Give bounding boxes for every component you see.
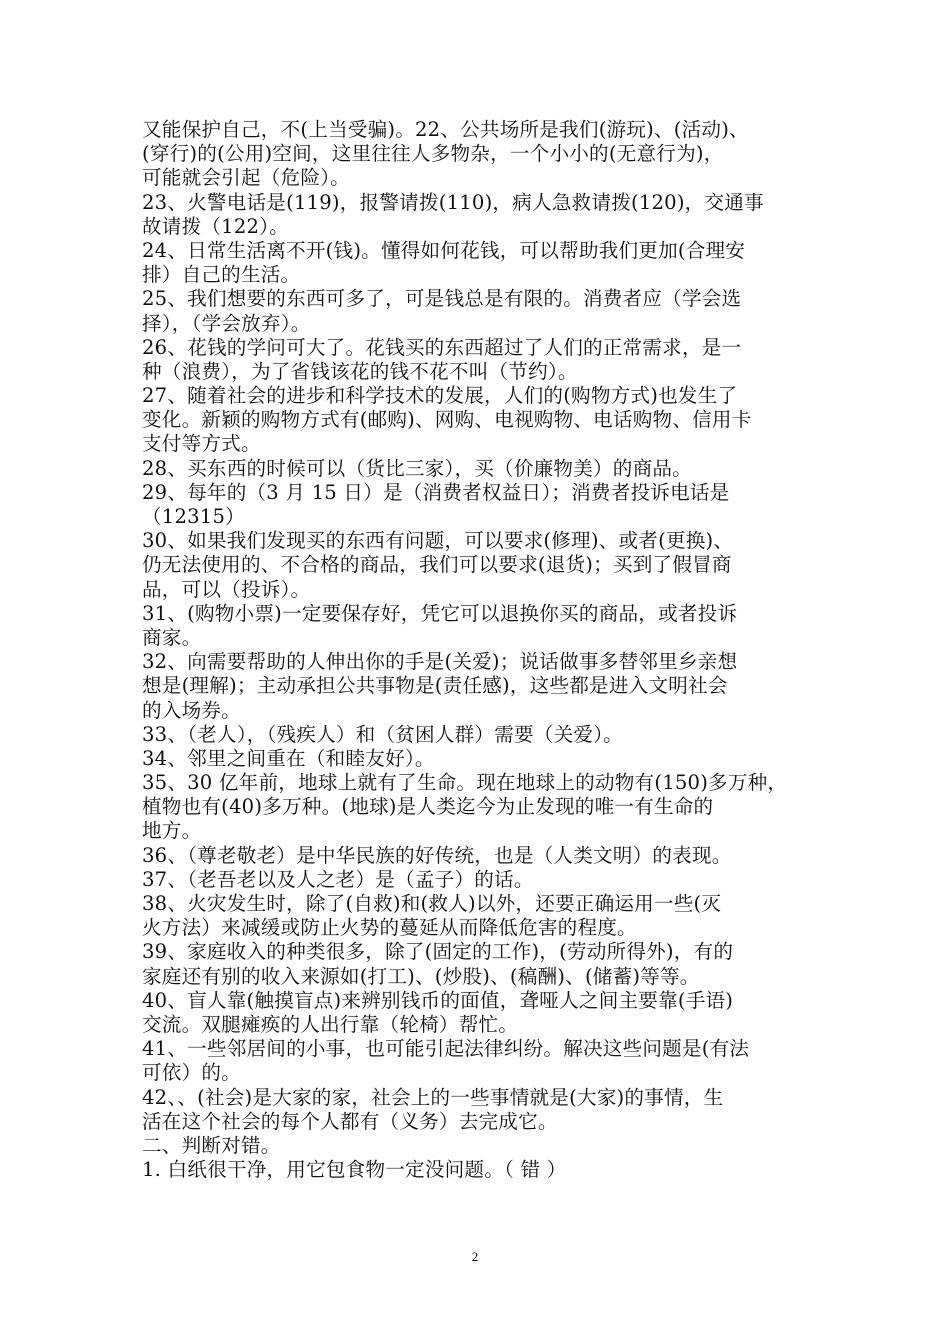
text-line: 35、30 亿年前，地球上就有了生命。现在地球上的动物有(150)多万种， [142, 771, 788, 795]
text-line: 31、(购物小票)一定要保存好，凭它可以退换你买的商品，或者投诉 [142, 601, 738, 625]
text-line: 又能保护自己，不(上当受骗)。22、公共场所是我们(游玩)、(活动)、 [142, 118, 749, 141]
text-line: 家庭还有别的收入来源如(打工)、(炒股)、(稿酬)、(储蓄)等等。 [142, 964, 700, 988]
text-line: 商家。 [142, 625, 202, 649]
text-line: 37、（老吾老以及人之老）是（孟子）的话。 [142, 867, 534, 891]
text-line: 39、家庭收入的种类很多，除了(固定的工作)，(劳动所得外)，有的 [142, 940, 734, 964]
text-line: 33、（老人），（残疾人）和（贫困人群）需要（关爱）。 [142, 722, 623, 746]
text-line: 的入场券。 [142, 698, 241, 722]
text-line: 活在这个社会的每个人都有（义务）去完成它。 [142, 1109, 558, 1133]
text-line: 34、邻里之间重在（和睦友好）。 [142, 746, 435, 770]
text-line: 23、火警电话是(119)，报警请拨(110)，病人急救请拨(120)，交通事 [142, 190, 764, 214]
page-number: 2 [471, 1249, 479, 1264]
text-line: 24、日常生活离不开(钱)。懂得如何花钱，可以帮助我们更加(合理安 [142, 238, 746, 262]
text-line: 28、买东西的时候可以（货比三家），买（价廉物美）的商品。 [142, 456, 692, 480]
text-line: 想是(理解)；主动承担公共事物是(责任感)，这些都是进入文明社会 [142, 674, 728, 698]
text-line: 1. 白纸很干净，用它包食物一定没问题。（ 错 ） [142, 1158, 567, 1182]
text-line: (穿行)的(公用)空间，这里往往人多物杂，一个小小的(无意行为)， [142, 142, 724, 166]
text-line: 品，可以（投诉）。 [142, 577, 311, 601]
text-line: 41、一些邻居间的小事，也可能引起法律纠纷。解决这些问题是(有法 [142, 1037, 750, 1061]
text-line: 38、火灾发生时，除了(自救)和(救人)以外，还要正确运用一些(灭 [142, 892, 722, 915]
text-line: 可依）的。 [142, 1061, 241, 1085]
text-line: 种（浪费），为了省钱该花的钱不花不叫（节约）。 [142, 359, 578, 383]
text-line: 排）自己的生活。 [142, 263, 301, 287]
text-line: 26、花钱的学问可大了。花钱买的东西超过了人们的正常需求，是一 [142, 335, 742, 359]
text-line: 29、每年的（3 月 15 日）是（消费者权益日）；消费者投诉电话是 [142, 480, 730, 504]
document-body [142, 118, 814, 1182]
text-line: 可能就会引起（危险）。 [142, 166, 350, 190]
text-line: 火方法）来减缓或防止火势的蔓延从而降低危害的程度。 [142, 916, 637, 940]
text-line: 27、随着社会的进步和科学技术的发展，人们的(购物方式)也发生了 [142, 384, 738, 408]
text-line: 36、（尊老敬老）是中华民族的好传统，也是（人类文明）的表现。 [142, 843, 732, 867]
text-line: 交流。双腿瘫痪的人出行靠（轮椅）帮忙。 [142, 1012, 519, 1036]
text-line: 25、我们想要的东西可多了，可是钱总是有限的。消费者应（学会选 [142, 287, 742, 311]
text-line: 支付等方式。 [142, 432, 261, 456]
text-line: 32、向需要帮助的人伸出你的手是(关爱)；说话做事多替邻里乡亲想 [142, 650, 738, 674]
text-line: 故请拨（122）。 [142, 214, 289, 238]
text-line: 择），（学会放弃）。 [142, 311, 311, 335]
text-line: 40、盲人靠(触摸盲点)来辨别钱币的面值，聋哑人之间主要靠(手语) [142, 988, 734, 1012]
text-line: 植物也有(40)多万种。(地球)是人类迄今为止发现的唯一有生命的 [142, 795, 714, 819]
text-line: 地方。 [142, 819, 202, 843]
text-line: 变化。新颖的购物方式有(邮购)、网购、电视购物、电话购物、信用卡 [142, 408, 752, 432]
text-line: 30、如果我们发现买的东西有问题，可以要求(修理)、或者(更换)、 [142, 529, 734, 553]
text-line: （12315） [142, 505, 245, 528]
text-line: 仍无法使用的、不合格的商品，我们可以要求(退货)；买到了假冒商 [142, 553, 732, 577]
text-line: 42、、(社会)是大家的家，社会上的一些事情就是(大家)的事情，生 [142, 1085, 724, 1109]
section-heading: 二、判断对错。 [142, 1133, 281, 1157]
